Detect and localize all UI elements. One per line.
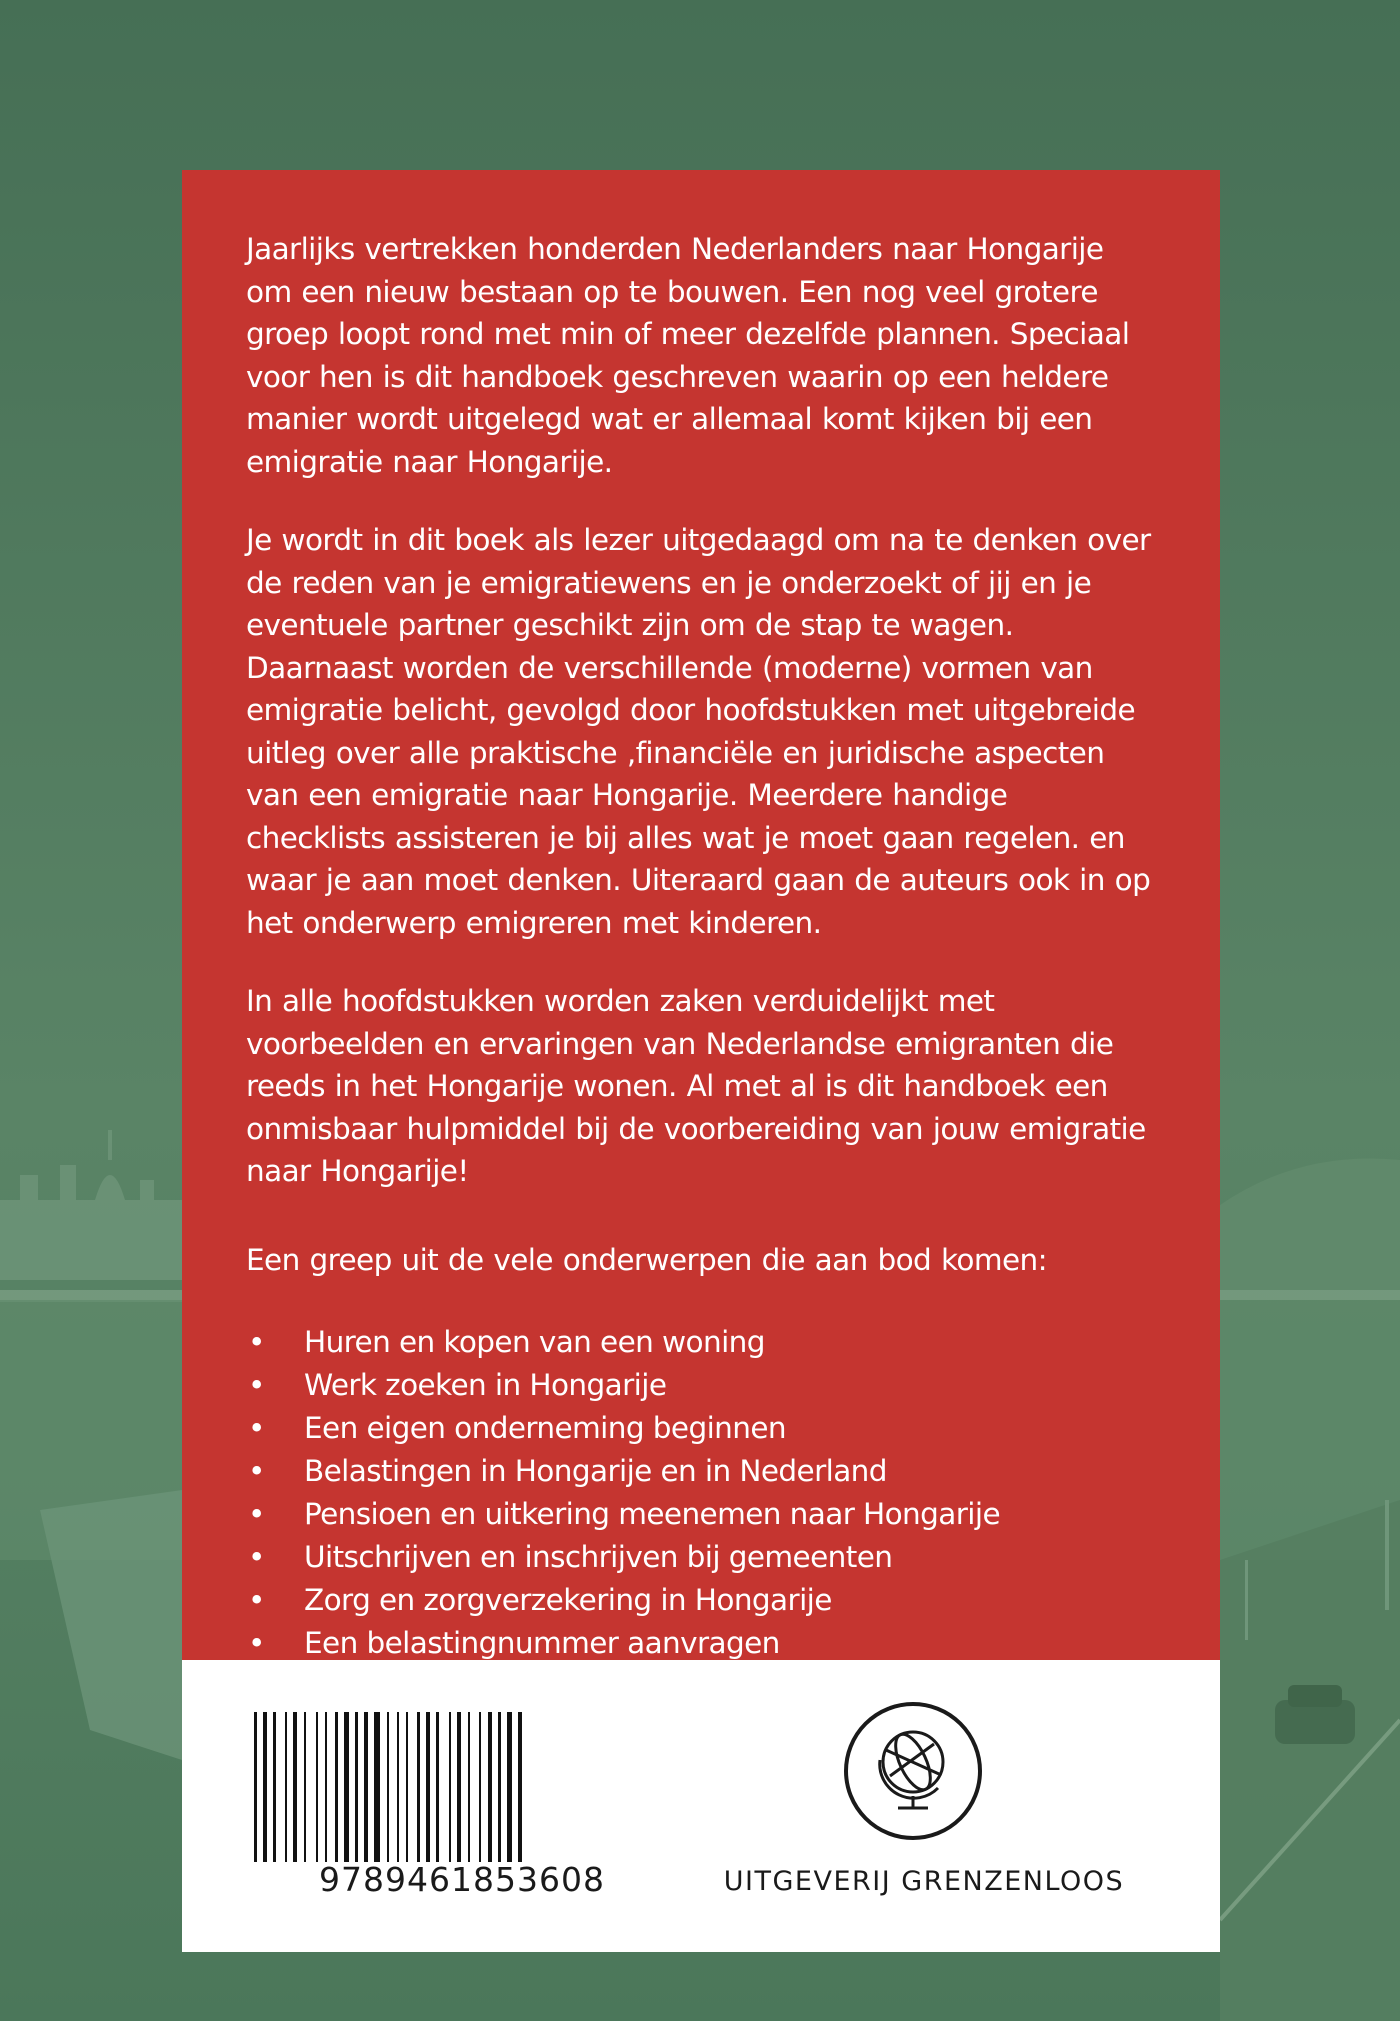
barcode-bar <box>254 1712 257 1862</box>
barcode-bar <box>293 1712 297 1862</box>
list-item: • Huren en kopen van een woning <box>246 1321 1156 1364</box>
barcode-bar <box>374 1712 380 1862</box>
barcode-bar <box>417 1712 420 1862</box>
barcode-bar <box>304 1712 306 1862</box>
list-item: • Pensioen en uitkering meenemen naar Hongarije <box>246 1493 1156 1536</box>
barcode-bar <box>507 1712 512 1862</box>
bullet-icon: • <box>248 1368 265 1402</box>
barcode-bar <box>397 1712 399 1862</box>
barcode-bar <box>479 1712 481 1862</box>
publisher-name: UITGEVERIJ GRENZENLOOS <box>723 1866 1125 1897</box>
list-item: • Werk zoeken in Hongarije <box>246 1364 1156 1407</box>
barcode-bar <box>387 1712 389 1862</box>
list-item: • Zorg en zorgverzekering in Hongarije <box>246 1579 1156 1622</box>
bullet-icon: • <box>248 1583 265 1617</box>
barcode-bar <box>518 1712 522 1862</box>
barcode-bar <box>335 1712 338 1862</box>
bullet-icon: • <box>248 1626 265 1660</box>
bullet-icon: • <box>248 1325 265 1359</box>
barcode-bar <box>468 1712 470 1862</box>
barcode-bar <box>449 1712 451 1862</box>
list-item: • Een belastingnummer aanvragen <box>246 1622 1156 1665</box>
barcode-bar <box>488 1712 492 1862</box>
barcode-bar <box>457 1712 461 1862</box>
topics-intro: Een greep uit de vele onderwerpen die aan bod komen: <box>246 1242 1047 1277</box>
barcode-bar <box>364 1712 368 1862</box>
barcode-bar <box>316 1712 318 1862</box>
barcode-bar <box>426 1712 430 1862</box>
bullet-icon: • <box>248 1454 265 1488</box>
barcode-bar <box>436 1712 439 1862</box>
barcode-bar <box>273 1712 276 1862</box>
barcode-bar <box>406 1712 408 1862</box>
blurb-panel <box>182 170 1220 1660</box>
barcode-strip <box>182 1660 1220 1952</box>
bullet-icon: • <box>248 1411 265 1445</box>
barcode-bar <box>285 1712 287 1862</box>
bullet-icon: • <box>248 1540 265 1574</box>
isbn-number: 9789461853608 <box>319 1860 605 1899</box>
barcode-bar <box>325 1712 327 1862</box>
barcode-bar <box>498 1712 501 1862</box>
barcode-bar <box>344 1712 349 1862</box>
blurb-paragraph-1: Jaarlijks vertrekken honderden Nederlanders naar Hongarije om een nieuw bestaan op te bouwen. Een nog veel grotere groep loopt rond met min of meer dezelfde plannen. Speciaal voor hen is dit handboek geschreven waarin op een heldere manier wordt uitgelegd wat er allemaal komt kijken bij een emigratie naar Hongarije. <box>246 232 1130 479</box>
blurb-paragraph-2: Je wordt in dit boek als lezer uitgedaagd om na te denken over de reden van je emigratiewens en je onderzoekt of jij en je eventuele partner geschikt zijn om de stap te wagen. Daarnaast worden de verschillende (moderne) vormen van emigratie belicht, gevolgd door hoofdstukken met uitgebreide uitleg over alle praktische ,financiële en juridische aspecten van een emigratie naar Hongarije. Meerdere handige checklists assisteren je bij alles wat je moet gaan regelen. en waar je aan moet denken. Uiteraard gaan de auteurs ook in op het onderwerp emigreren met kinderen. <box>246 523 1151 940</box>
barcode-bar <box>355 1712 358 1862</box>
barcode-bar <box>263 1712 267 1862</box>
list-item: • Een eigen onderneming beginnen <box>246 1407 1156 1450</box>
blurb-paragraph-3: In alle hoofdstukken worden zaken verduidelijkt met voorbeelden en ervaringen van Nederlandse emigranten die reeds in het Hongarije wonen. Al met al is dit handboek een onmisbaar hulpmiddel bij de voorbereiding van jouw emigratie naar Hongarije! <box>246 984 1146 1188</box>
bullet-icon: • <box>248 1497 265 1531</box>
list-item: • Uitschrijven en inschrijven bij gemeenten <box>246 1536 1156 1579</box>
list-item: • Belastingen in Hongarije en in Nederland <box>246 1450 1156 1493</box>
globe-icon <box>842 1700 984 1842</box>
barcode <box>254 1702 670 1872</box>
